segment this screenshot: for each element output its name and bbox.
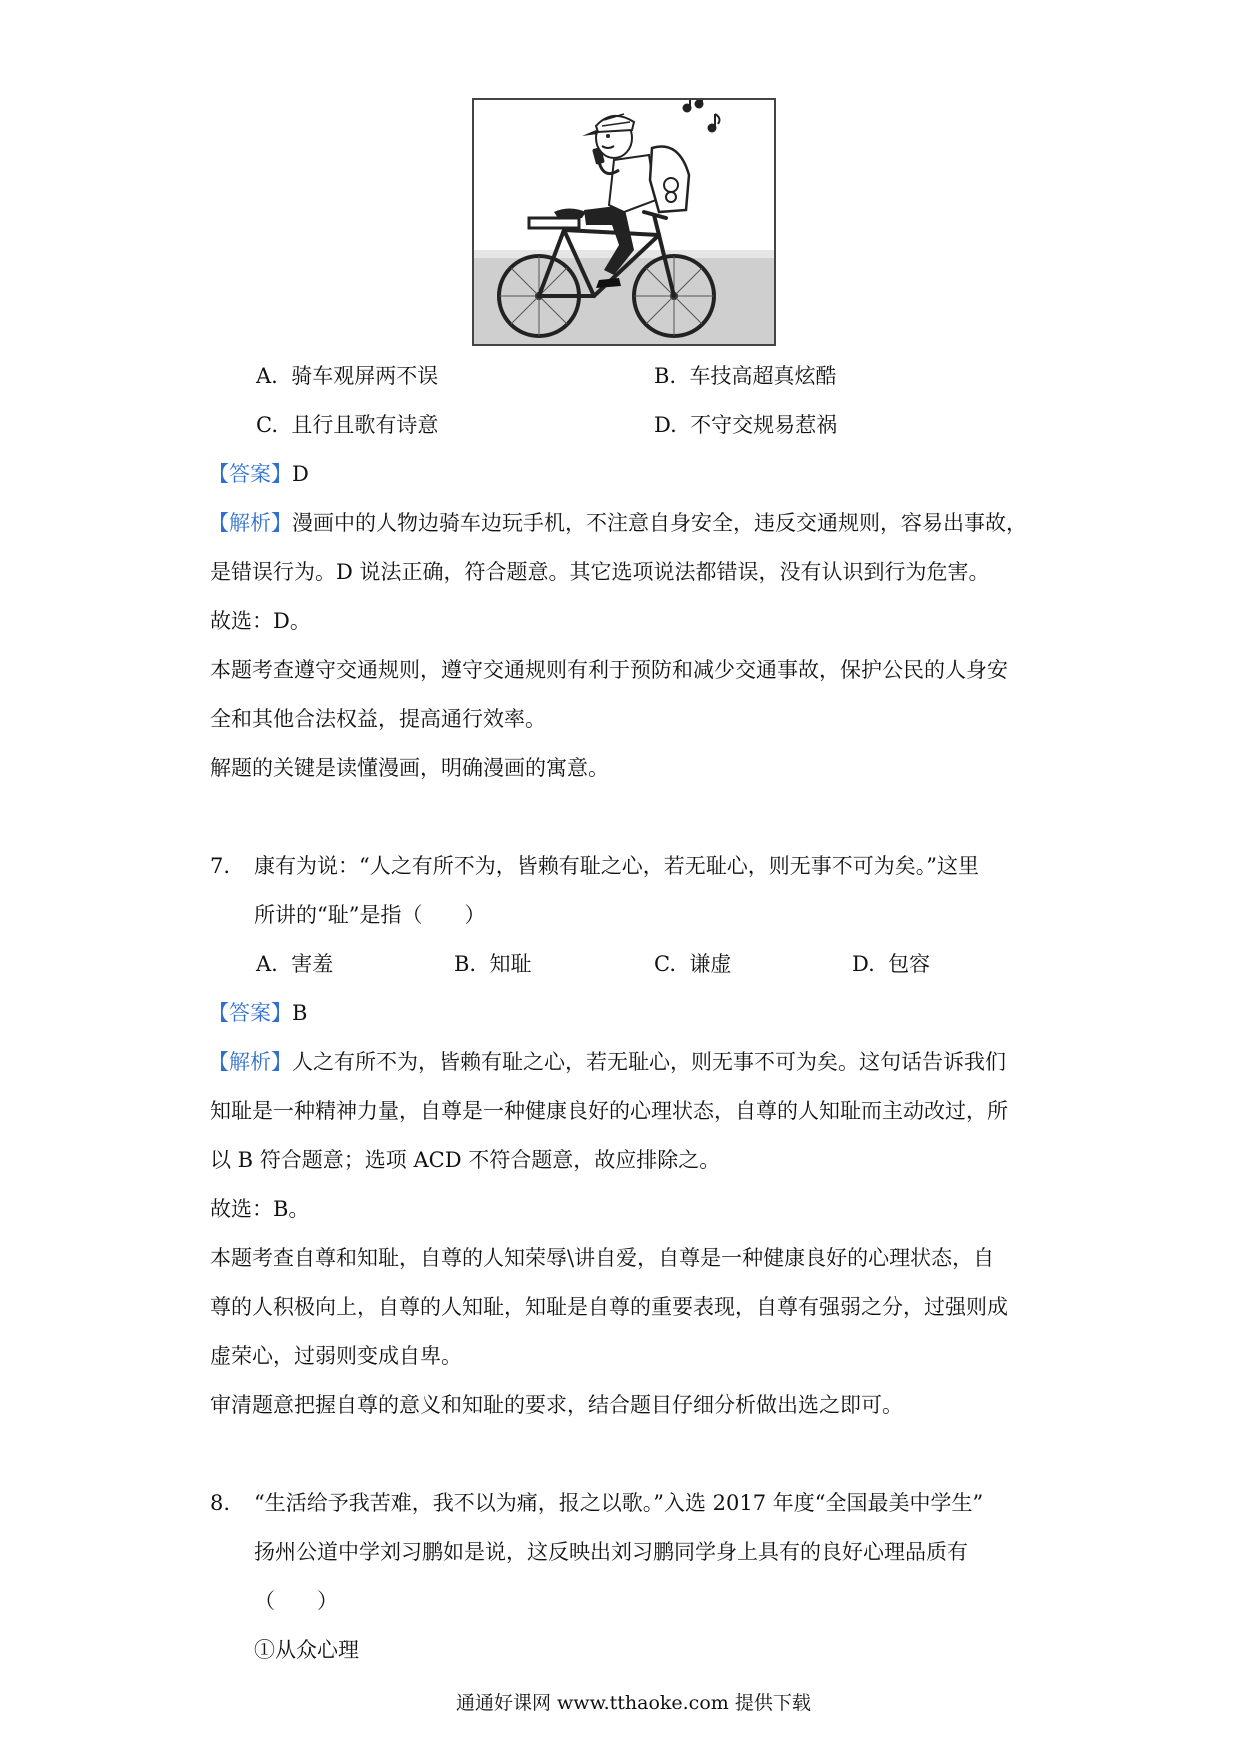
analysis-label: 【解析】	[208, 1050, 292, 1074]
answer-value: D	[292, 462, 309, 486]
q6-option-d	[654, 412, 837, 438]
q7-analysis-line-2: 知耻是一种精神力量，自尊是一种健康良好的心理状态，自尊的人知耻而主动改过，所	[210, 1099, 1008, 1123]
q8-stem-line-1: “生活给予我苦难，我不以为痛，报之以歌。”入选 2017 年度“全国最美中学生”	[254, 1491, 984, 1515]
option-text: 骑车观屏两不误	[291, 364, 439, 388]
q7-option-d	[852, 951, 930, 977]
option-letter: B.	[654, 364, 677, 388]
q7-stem-line-1: 康有为说：“人之有所不为，皆赖有耻之心，若无耻心，则无事不可为矣。”这里	[254, 854, 979, 878]
q7-analysis-line-6: 尊的人积极向上，自尊的人知耻，知耻是自尊的重要表现，自尊有强弱之分，过强则成	[210, 1295, 1008, 1319]
option-letter: C.	[256, 413, 278, 437]
answer-label: 【答案】	[208, 462, 292, 486]
q6-option-b	[654, 363, 836, 389]
q7-answer	[208, 1000, 307, 1026]
option-text: 谦虚	[689, 952, 732, 976]
q6-option-a	[256, 363, 438, 389]
q7-number: 7.	[210, 854, 231, 878]
q8-stem-line-2: 扬州公道中学刘习鹏如是说，这反映出刘习鹏同学身上具有的良好心理品质有	[254, 1540, 968, 1564]
q7-option-c	[654, 951, 731, 977]
q8-stem-line-3: （ ）	[254, 1589, 338, 1613]
option-text: 知耻	[489, 952, 532, 976]
answer-label: 【答案】	[208, 1001, 292, 1025]
option-letter: D.	[852, 952, 875, 976]
q7-analysis-line-1	[208, 1049, 1006, 1075]
q7-stem-line-2: 所讲的“耻”是指（ ）	[254, 903, 486, 927]
q6-answer	[208, 461, 309, 487]
q6-option-c	[256, 412, 438, 438]
q7-option-a	[256, 951, 333, 977]
cartoon-cyclist-image	[472, 98, 776, 346]
q7-analysis-line-7: 虚荣心，过弱则变成自卑。	[210, 1344, 462, 1368]
cyclist-drawing	[474, 100, 774, 344]
option-text: 包容	[888, 952, 931, 976]
analysis-label: 【解析】	[208, 511, 292, 535]
q6-analysis-line-3: 故选：D。	[210, 609, 311, 633]
analysis-text: 漫画中的人物边骑车边玩手机，不注意自身安全，违反交通规则，容易出事故，	[292, 511, 1027, 535]
option-text: 车技高超真炫酷	[689, 364, 837, 388]
q7-analysis-line-5: 本题考查自尊和知耻，自尊的人知荣辱\讲自爱，自尊是一种健康良好的心理状态，自	[210, 1246, 995, 1270]
q8-item-1: ①从众心理	[254, 1638, 359, 1662]
q6-analysis-line-5: 全和其他合法权益，提高通行效率。	[210, 707, 546, 731]
option-text: 且行且歌有诗意	[291, 413, 439, 437]
q6-analysis-line-6: 解题的关键是读懂漫画，明确漫画的寓意。	[210, 756, 609, 780]
option-letter: A.	[256, 364, 278, 388]
q8-number: 8.	[210, 1491, 231, 1515]
option-text: 不守交规易惹祸	[690, 413, 838, 437]
option-letter: D.	[654, 413, 677, 437]
q6-analysis-line-2: 是错误行为。D 说法正确，符合题意。其它选项说法都错误，没有认识到行为危害。	[210, 560, 990, 584]
page-footer: 通通好课网 www.tthaoke.com 提供下载	[456, 1692, 811, 1714]
option-letter: A.	[256, 952, 278, 976]
answer-value: B	[292, 1001, 308, 1025]
option-text: 害羞	[291, 952, 334, 976]
option-letter: C.	[654, 952, 676, 976]
q7-analysis-line-8: 审清题意把握自尊的意义和知耻的要求，结合题目仔细分析做出选之即可。	[210, 1393, 903, 1417]
q6-analysis-line-4: 本题考查遵守交通规则，遵守交通规则有利于预防和减少交通事故，保护公民的人身安	[210, 658, 1008, 682]
q6-analysis-line-1	[208, 510, 1027, 536]
q7-option-b	[454, 951, 531, 977]
option-letter: B.	[454, 952, 477, 976]
q7-analysis-line-4: 故选：B。	[210, 1197, 310, 1221]
q7-analysis-line-3: 以 B 符合题意；选项 ACD 不符合题意，故应排除之。	[210, 1148, 721, 1172]
analysis-text: 人之有所不为，皆赖有耻之心，若无耻心，则无事不可为矣。这句话告诉我们	[292, 1050, 1006, 1074]
